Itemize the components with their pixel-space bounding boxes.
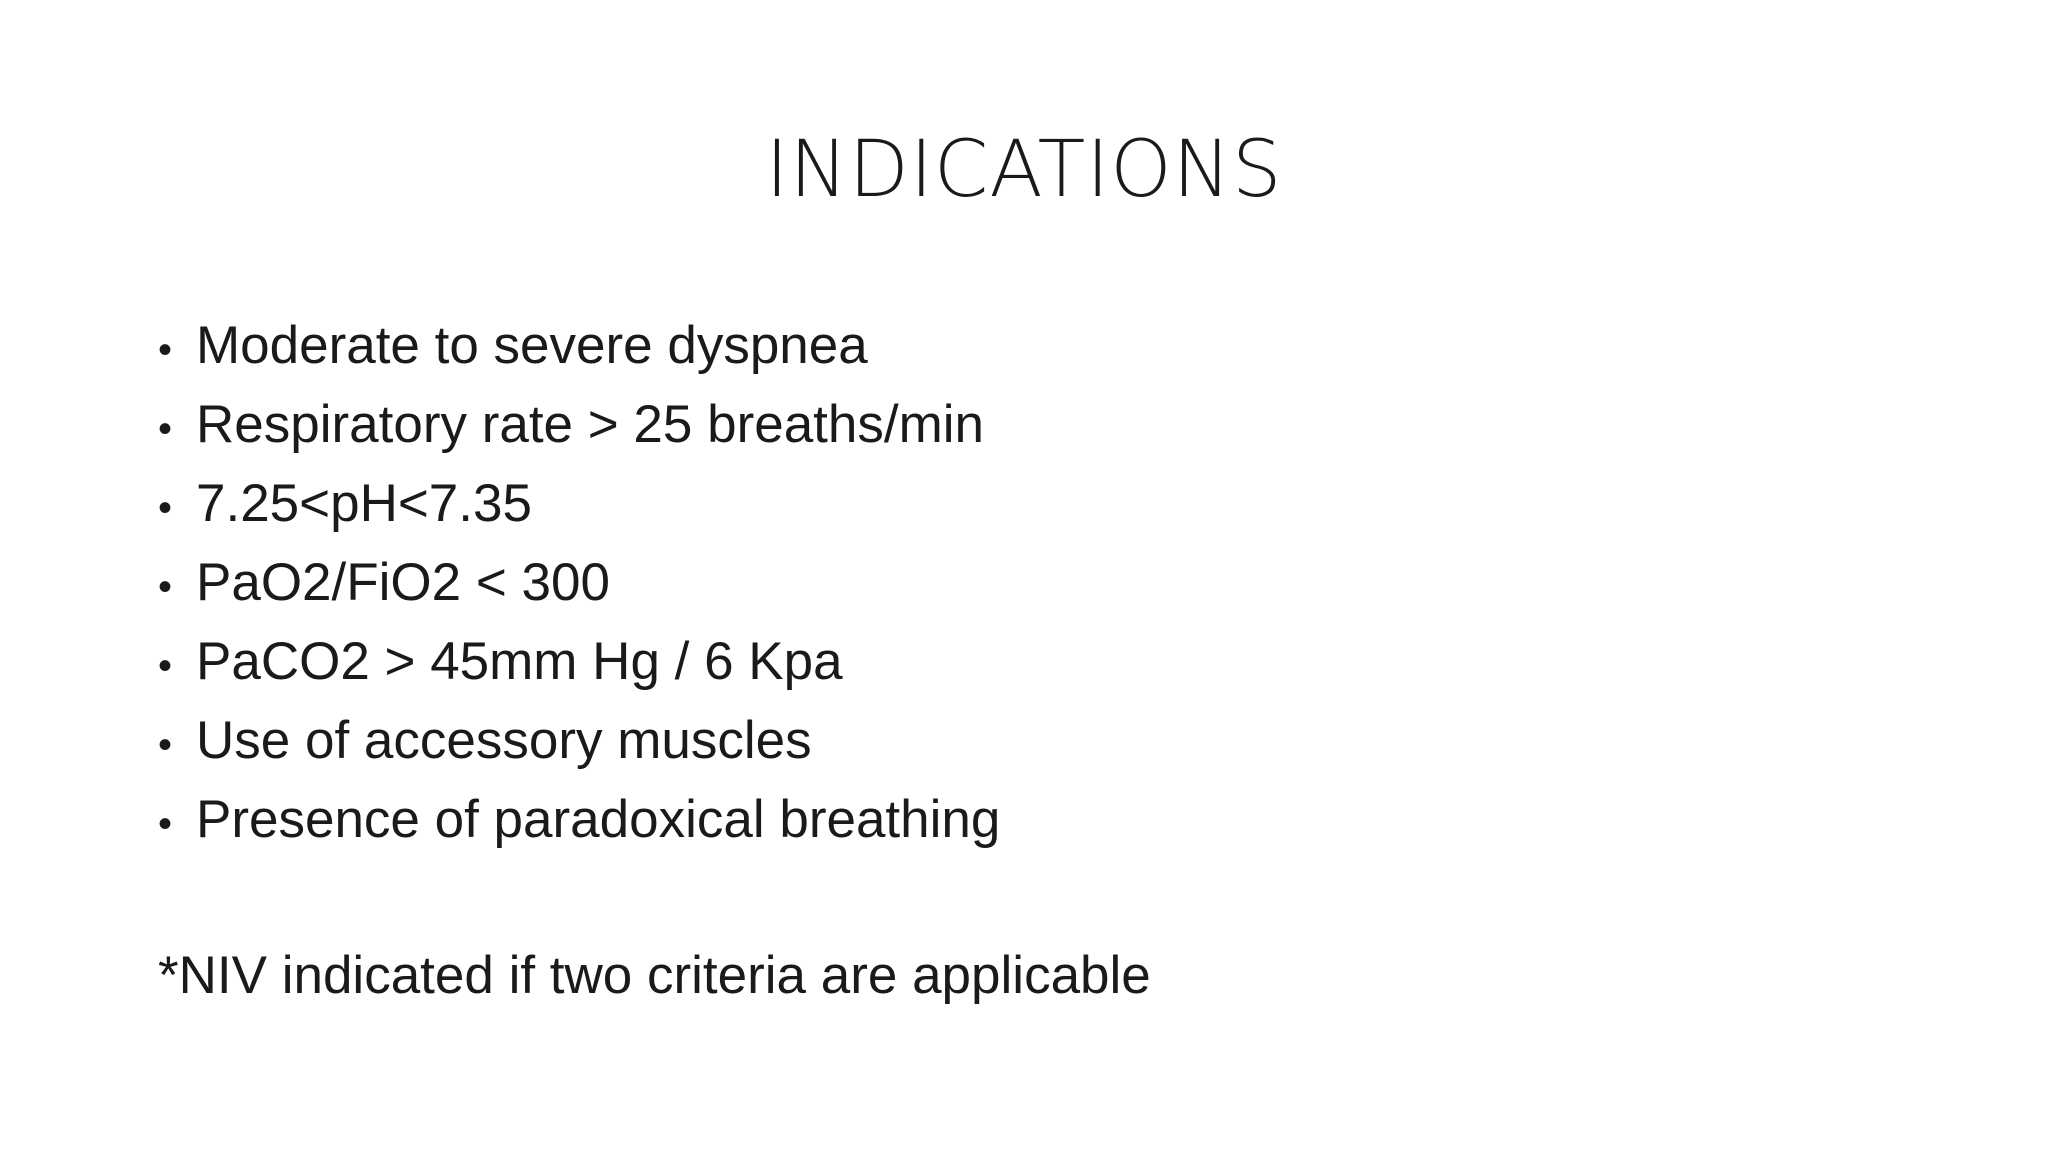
bullet-dot-icon: • [158, 486, 173, 530]
bullet-dot-icon: • [158, 644, 173, 688]
bullet-dot-icon: • [158, 802, 173, 846]
list-item-text: Use of accessory muscles [196, 711, 812, 770]
list-item-text: PaCO2 > 45mm Hg / 6 Kpa [196, 632, 843, 691]
list-item [158, 385, 1000, 464]
slide-title: INDICATIONS [765, 125, 1283, 215]
list-item [158, 701, 1000, 780]
indications-list [158, 306, 1000, 859]
footnote: *NIV indicated if two criteria are applicable [158, 946, 1151, 1005]
list-item [158, 780, 1000, 859]
list-item-text: Respiratory rate > 25 breaths/min [196, 395, 985, 454]
bullet-dot-icon: • [158, 723, 173, 767]
bullet-dot-icon: • [158, 407, 173, 451]
list-item [158, 622, 1000, 701]
list-item-text: PaO2/FiO2 < 300 [196, 553, 610, 612]
list-item [158, 464, 1000, 543]
bullet-dot-icon: • [158, 328, 173, 372]
list-item [158, 543, 1000, 622]
bullet-dot-icon: • [158, 565, 173, 609]
list-item-text: Presence of paradoxical breathing [196, 790, 1001, 849]
list-item-text: 7.25<pH<7.35 [196, 474, 532, 533]
list-item [158, 306, 1000, 385]
list-item-text: Moderate to severe dyspnea [196, 316, 868, 375]
